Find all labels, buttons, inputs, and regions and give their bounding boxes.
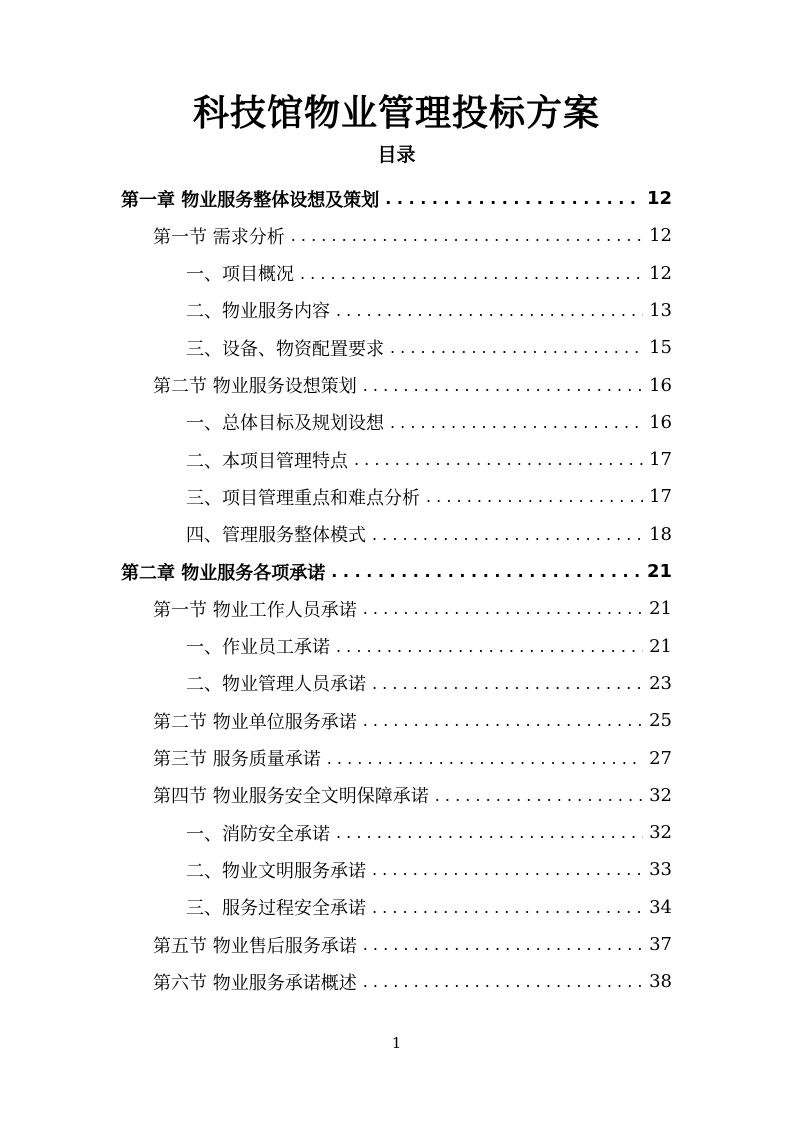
toc-dot-leader bbox=[390, 404, 643, 441]
page-number: 1 bbox=[391, 1034, 402, 1052]
toc-entry[interactable] bbox=[153, 740, 672, 777]
toc-dot-leader bbox=[331, 553, 641, 590]
toc-dot-leader bbox=[372, 665, 643, 702]
toc-entry[interactable] bbox=[186, 889, 672, 926]
toc-entry[interactable] bbox=[186, 478, 672, 515]
toc-entry[interactable] bbox=[153, 963, 672, 1000]
toc-entry[interactable] bbox=[186, 329, 672, 366]
toc-entry[interactable] bbox=[186, 404, 672, 441]
toc-entry[interactable] bbox=[153, 367, 672, 404]
toc-entry[interactable] bbox=[153, 702, 672, 739]
toc-entry-label: 二、物业文明服务承诺 bbox=[186, 860, 366, 882]
toc-entry-page: 17 bbox=[649, 449, 672, 471]
toc-entry-label: 第二章 物业服务各项承诺 bbox=[121, 562, 326, 584]
toc-entry-page: 27 bbox=[649, 747, 672, 769]
toc-entry[interactable] bbox=[186, 628, 672, 665]
toc-entry-label: 第一章 物业服务整体设想及策划 bbox=[121, 189, 380, 211]
toc-dot-leader bbox=[363, 926, 643, 963]
toc-dot-leader bbox=[390, 329, 643, 366]
toc-entry-label: 第二节 物业单位服务承诺 bbox=[153, 711, 357, 733]
toc-entry-label: 第一节 物业工作人员承诺 bbox=[153, 599, 357, 621]
toc-dot-leader bbox=[327, 740, 643, 777]
toc-heading: 目录 bbox=[377, 144, 416, 166]
toc-entry-label: 二、本项目管理特点 bbox=[186, 450, 348, 472]
toc-dot-leader bbox=[385, 180, 641, 217]
toc-entry-label: 二、物业管理人员承诺 bbox=[186, 674, 366, 696]
toc-entry-label: 三、项目管理重点和难点分析 bbox=[186, 487, 420, 509]
toc-dot-leader bbox=[372, 851, 643, 888]
toc-entry-label: 一、消防安全承诺 bbox=[186, 823, 330, 845]
toc-entry-label: 三、设备、物资配置要求 bbox=[186, 338, 384, 360]
toc-entry-page: 16 bbox=[649, 374, 672, 396]
toc-entry[interactable] bbox=[153, 590, 672, 627]
toc-entry[interactable] bbox=[121, 553, 672, 590]
toc-entry[interactable] bbox=[186, 516, 672, 553]
toc-entry-page: 12 bbox=[646, 188, 672, 209]
toc-entry-page: 18 bbox=[649, 523, 672, 545]
toc-entry-label: 第二节 物业服务设想策划 bbox=[153, 376, 357, 397]
toc-dot-leader bbox=[426, 478, 643, 515]
toc-entry[interactable] bbox=[153, 926, 672, 963]
toc-entry-page: 21 bbox=[649, 598, 672, 620]
toc-entry-page: 37 bbox=[649, 934, 672, 955]
toc-entry-label: 第三节 服务质量承诺 bbox=[153, 749, 321, 770]
toc-entry-label: 二、物业服务内容 bbox=[186, 301, 330, 323]
toc-dot-leader bbox=[300, 255, 643, 292]
toc-entry-page: 32 bbox=[649, 784, 672, 806]
document-title: 科技馆物业管理投标方案 bbox=[192, 93, 600, 134]
toc-dot-leader bbox=[363, 367, 643, 404]
toc-entry-label: 一、总体目标及规划设想 bbox=[186, 413, 384, 435]
toc-entry-page: 38 bbox=[649, 971, 672, 993]
toc-dot-leader bbox=[363, 963, 643, 1000]
toc-entry-page: 12 bbox=[649, 262, 672, 284]
toc-dot-leader bbox=[372, 516, 643, 553]
toc-entry-page: 15 bbox=[649, 337, 672, 359]
toc-entry[interactable] bbox=[121, 180, 672, 217]
toc-entry[interactable] bbox=[186, 665, 672, 702]
toc-entry-label: 第六节 物业服务承诺概述 bbox=[153, 972, 357, 994]
toc-entry-label: 三、服务过程安全承诺 bbox=[186, 898, 366, 920]
toc-entry-page: 25 bbox=[649, 710, 672, 732]
toc-dot-leader bbox=[336, 292, 643, 329]
toc-entry-page: 33 bbox=[649, 859, 672, 881]
toc-entry-label: 一、作业员工承诺 bbox=[186, 637, 330, 659]
toc-entry-page: 16 bbox=[649, 411, 672, 433]
toc-entry[interactable] bbox=[186, 814, 672, 851]
toc-dot-leader bbox=[363, 590, 643, 627]
toc-entry[interactable] bbox=[153, 777, 672, 814]
toc-entry[interactable] bbox=[186, 441, 672, 478]
toc-entry-label: 第四节 物业服务安全文明保障承诺 bbox=[153, 786, 429, 808]
toc-dot-leader bbox=[291, 217, 643, 254]
toc-entry-page: 32 bbox=[649, 822, 672, 844]
toc-entry-page: 21 bbox=[649, 635, 672, 657]
toc-entry-page: 34 bbox=[649, 896, 672, 918]
toc-entry-label: 一、项目概况 bbox=[186, 264, 294, 286]
toc-dot-leader bbox=[336, 628, 643, 665]
toc-entry-label: 第一节 需求分析 bbox=[153, 226, 285, 248]
toc-entry[interactable] bbox=[186, 851, 672, 888]
toc-entry[interactable] bbox=[153, 217, 672, 254]
toc-dot-leader bbox=[435, 777, 643, 814]
toc-entry-page: 12 bbox=[649, 225, 672, 247]
toc-entry-page: 13 bbox=[649, 299, 672, 321]
toc-entry-page: 23 bbox=[649, 672, 672, 694]
toc-entry-page: 17 bbox=[649, 486, 672, 508]
toc-entry-label: 四、管理服务整体模式 bbox=[186, 525, 366, 547]
toc-dot-leader bbox=[363, 702, 643, 739]
toc-dot-leader bbox=[354, 441, 643, 478]
toc-entry[interactable] bbox=[186, 292, 672, 329]
toc-dot-leader bbox=[336, 814, 643, 851]
toc-entry-page: 21 bbox=[646, 561, 672, 582]
toc-entry[interactable] bbox=[186, 255, 672, 292]
toc-dot-leader bbox=[372, 889, 643, 926]
toc-entry-label: 第五节 物业售后服务承诺 bbox=[153, 935, 357, 957]
